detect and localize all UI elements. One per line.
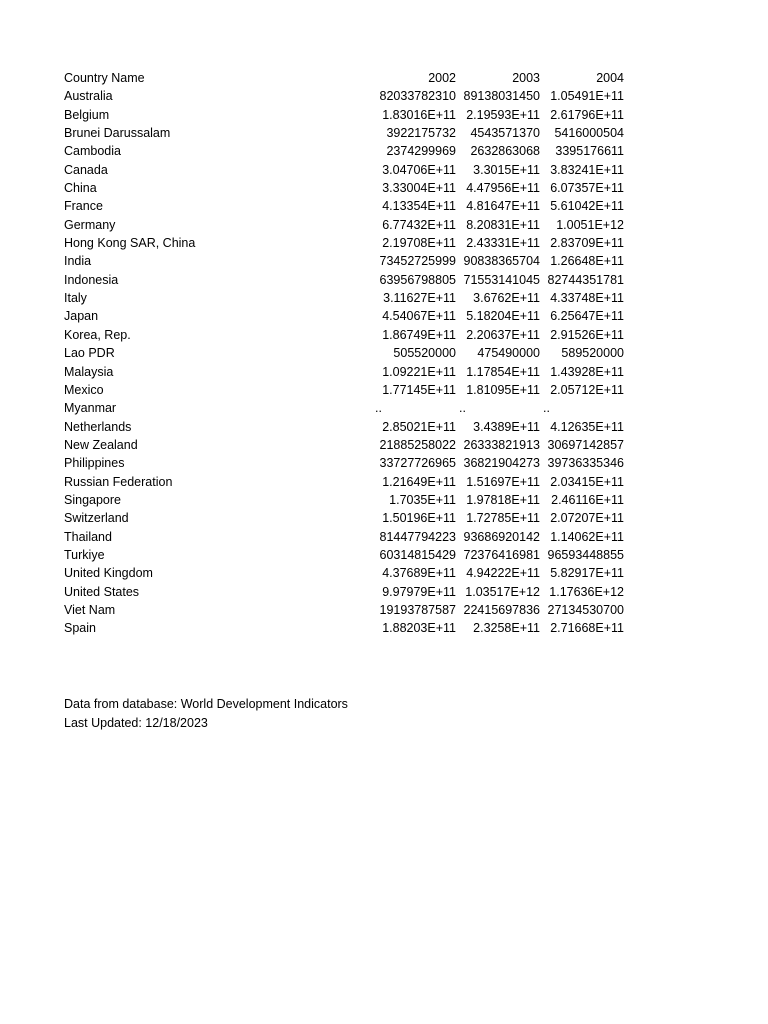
value-cell-2002: .. bbox=[375, 401, 382, 416]
value-cell-2004: 1.05491E+11 bbox=[550, 89, 624, 104]
value-cell-2004: 2.71668E+11 bbox=[550, 621, 624, 636]
country-name-cell: Canada bbox=[64, 162, 108, 177]
value-cell-2004: 6.25647E+11 bbox=[550, 309, 624, 324]
value-cell-2002: 3.04706E+11 bbox=[382, 162, 456, 177]
value-cell-2003: 93686920142 bbox=[463, 529, 540, 544]
value-cell-2003: 5.18204E+11 bbox=[466, 309, 540, 324]
value-cell-2002: 60314815429 bbox=[379, 547, 456, 562]
source-note: Data from database: World Development Indicators bbox=[64, 697, 348, 711]
country-name-cell: Japan bbox=[64, 309, 99, 324]
value-cell-2004: 5.61042E+11 bbox=[550, 199, 624, 214]
value-cell-2003: 3.3015E+11 bbox=[473, 162, 540, 177]
country-name-cell: Hong Kong SAR, China bbox=[64, 236, 196, 251]
table-row bbox=[64, 124, 624, 142]
value-cell-2003: 2.43331E+11 bbox=[466, 236, 540, 251]
table-row bbox=[64, 381, 624, 399]
value-cell-2004: 82744351781 bbox=[547, 272, 624, 287]
value-cell-2002: 4.37689E+11 bbox=[382, 566, 456, 581]
table-row bbox=[64, 234, 624, 252]
value-cell-2002: 1.09221E+11 bbox=[382, 364, 456, 379]
table-row bbox=[64, 106, 624, 124]
value-cell-2002: 1.50196E+11 bbox=[382, 511, 456, 526]
table-row bbox=[64, 289, 624, 307]
country-name-cell: United Kingdom bbox=[64, 566, 153, 581]
value-cell-2003: 90838365704 bbox=[463, 254, 540, 269]
country-name-cell: Brunei Darussalam bbox=[64, 126, 171, 141]
table-row bbox=[64, 344, 624, 362]
value-cell-2004: 1.26648E+11 bbox=[550, 254, 624, 269]
value-cell-2004: 30697142857 bbox=[547, 437, 624, 452]
value-cell-2004: .. bbox=[543, 401, 550, 416]
table-row bbox=[64, 399, 624, 417]
value-cell-2004: 4.12635E+11 bbox=[550, 419, 624, 434]
value-cell-2003: .. bbox=[459, 401, 466, 416]
value-cell-2004: 2.46116E+11 bbox=[551, 492, 624, 507]
table-row bbox=[64, 252, 624, 270]
country-name-cell: Mexico bbox=[64, 382, 104, 397]
header-year-2002: 2002 bbox=[428, 71, 456, 85]
table-row bbox=[64, 161, 624, 179]
country-name-cell: Thailand bbox=[64, 529, 112, 544]
country-name-cell: Malaysia bbox=[64, 364, 114, 379]
country-name-cell: India bbox=[64, 254, 92, 269]
value-cell-2002: 33727726965 bbox=[379, 456, 456, 471]
country-name-cell: Switzerland bbox=[64, 511, 129, 526]
value-cell-2003: 2.19593E+11 bbox=[466, 107, 540, 122]
value-cell-2004: 589520000 bbox=[561, 346, 624, 361]
value-cell-2002: 82033782310 bbox=[379, 89, 456, 104]
value-cell-2004: 2.05712E+11 bbox=[550, 382, 624, 397]
value-cell-2003: 36821904273 bbox=[463, 456, 540, 471]
value-cell-2003: 3.6762E+11 bbox=[473, 291, 540, 306]
country-name-cell: Belgium bbox=[64, 107, 110, 122]
value-cell-2003: 475490000 bbox=[477, 346, 540, 361]
value-cell-2003: 2.20637E+11 bbox=[466, 327, 540, 342]
value-cell-2003: 1.51697E+11 bbox=[466, 474, 540, 489]
value-cell-2004: 1.14062E+11 bbox=[550, 529, 624, 544]
value-cell-2002: 21885258022 bbox=[379, 437, 456, 452]
value-cell-2002: 505520000 bbox=[393, 346, 456, 361]
value-cell-2002: 19193787587 bbox=[379, 602, 456, 617]
country-name-cell: Italy bbox=[64, 291, 87, 306]
value-cell-2003: 1.72785E+11 bbox=[466, 511, 540, 526]
table-row bbox=[64, 142, 624, 160]
table-row bbox=[64, 528, 624, 546]
data-table bbox=[64, 69, 624, 638]
value-cell-2003: 4.94222E+11 bbox=[466, 566, 540, 581]
value-cell-2003: 26333821913 bbox=[463, 437, 540, 452]
country-name-cell: Russian Federation bbox=[64, 474, 173, 489]
table-body bbox=[64, 87, 624, 637]
value-cell-2003: 1.97818E+11 bbox=[466, 492, 540, 507]
value-cell-2004: 3.83241E+11 bbox=[550, 162, 624, 177]
value-cell-2002: 2.85021E+11 bbox=[382, 419, 456, 434]
table-row bbox=[64, 363, 624, 381]
country-name-cell: Singapore bbox=[64, 492, 121, 507]
value-cell-2002: 3922175732 bbox=[386, 126, 456, 141]
value-cell-2003: 1.81095E+11 bbox=[466, 382, 540, 397]
country-name-cell: Viet Nam bbox=[64, 602, 116, 617]
country-name-cell: Indonesia bbox=[64, 272, 119, 287]
value-cell-2004: 27134530700 bbox=[547, 602, 624, 617]
value-cell-2002: 3.33004E+11 bbox=[382, 181, 456, 196]
table-row bbox=[64, 601, 624, 619]
value-cell-2002: 1.88203E+11 bbox=[382, 621, 456, 636]
value-cell-2002: 73452725999 bbox=[379, 254, 456, 269]
table-row bbox=[64, 473, 624, 491]
value-cell-2002: 2374299969 bbox=[386, 144, 456, 159]
country-name-cell: Spain bbox=[64, 621, 96, 636]
table-row bbox=[64, 436, 624, 454]
table-row bbox=[64, 546, 624, 564]
value-cell-2003: 89138031450 bbox=[463, 89, 540, 104]
value-cell-2002: 1.83016E+11 bbox=[382, 107, 456, 122]
value-cell-2004: 2.61796E+11 bbox=[550, 107, 624, 122]
table-row bbox=[64, 619, 624, 637]
value-cell-2004: 5416000504 bbox=[554, 126, 624, 141]
value-cell-2003: 4.47956E+11 bbox=[466, 181, 540, 196]
value-cell-2002: 9.97979E+11 bbox=[382, 584, 456, 599]
value-cell-2004: 3395176611 bbox=[555, 144, 624, 159]
country-name-cell: Netherlands bbox=[64, 419, 132, 434]
country-name-cell: France bbox=[64, 199, 103, 214]
table-row bbox=[64, 271, 624, 289]
value-cell-2002: 4.54067E+11 bbox=[382, 309, 456, 324]
table-row bbox=[64, 491, 624, 509]
table-row bbox=[64, 583, 624, 601]
country-name-cell: Germany bbox=[64, 217, 116, 232]
header-country-name: Country Name bbox=[64, 71, 145, 85]
value-cell-2003: 72376416981 bbox=[463, 547, 540, 562]
value-cell-2003: 1.17854E+11 bbox=[466, 364, 540, 379]
value-cell-2003: 2632863068 bbox=[470, 144, 540, 159]
table-row bbox=[64, 179, 624, 197]
header-row bbox=[64, 69, 624, 87]
value-cell-2002: 1.86749E+11 bbox=[382, 327, 456, 342]
country-name-cell: China bbox=[64, 181, 97, 196]
value-cell-2004: 1.0051E+12 bbox=[556, 217, 624, 232]
value-cell-2002: 6.77432E+11 bbox=[382, 217, 456, 232]
header-year-2003: 2003 bbox=[512, 71, 540, 85]
value-cell-2002: 63956798805 bbox=[379, 272, 456, 287]
value-cell-2004: 5.82917E+11 bbox=[550, 566, 624, 581]
footer-notes bbox=[64, 695, 348, 732]
value-cell-2003: 4543571370 bbox=[470, 126, 540, 141]
value-cell-2002: 81447794223 bbox=[379, 529, 456, 544]
value-cell-2004: 2.07207E+11 bbox=[550, 511, 624, 526]
value-cell-2004: 4.33748E+11 bbox=[550, 291, 624, 306]
last-updated-note: Last Updated: 12/18/2023 bbox=[64, 715, 208, 730]
value-cell-2004: 96593448855 bbox=[547, 547, 624, 562]
value-cell-2004: 2.91526E+11 bbox=[550, 327, 624, 342]
value-cell-2004: 39736335346 bbox=[547, 456, 624, 471]
country-name-cell: Korea, Rep. bbox=[64, 327, 131, 342]
value-cell-2003: 4.81647E+11 bbox=[466, 199, 540, 214]
country-name-cell: Turkiye bbox=[64, 547, 105, 562]
value-cell-2004: 6.07357E+11 bbox=[550, 181, 624, 196]
country-name-cell: Lao PDR bbox=[64, 346, 115, 361]
table-row bbox=[64, 454, 624, 472]
table-row bbox=[64, 87, 624, 105]
table-row bbox=[64, 564, 624, 582]
value-cell-2003: 71553141045 bbox=[463, 272, 540, 287]
country-name-cell: Philippines bbox=[64, 456, 125, 471]
table-row bbox=[64, 197, 624, 215]
table-row bbox=[64, 307, 624, 325]
table-row bbox=[64, 216, 624, 234]
value-cell-2002: 1.77145E+11 bbox=[382, 382, 456, 397]
table-row bbox=[64, 418, 624, 436]
value-cell-2002: 3.11627E+11 bbox=[383, 291, 456, 306]
value-cell-2004: 2.03415E+11 bbox=[550, 474, 624, 489]
value-cell-2002: 1.7035E+11 bbox=[389, 492, 456, 507]
country-name-cell: Myanmar bbox=[64, 401, 117, 416]
country-name-cell: New Zealand bbox=[64, 437, 138, 452]
value-cell-2004: 1.17636E+12 bbox=[549, 584, 624, 599]
table-row bbox=[64, 326, 624, 344]
value-cell-2003: 22415697836 bbox=[463, 602, 540, 617]
value-cell-2002: 4.13354E+11 bbox=[382, 199, 456, 214]
table-row bbox=[64, 509, 624, 527]
country-name-cell: Cambodia bbox=[64, 144, 121, 159]
value-cell-2004: 2.83709E+11 bbox=[550, 236, 624, 251]
value-cell-2003: 8.20831E+11 bbox=[466, 217, 540, 232]
country-name-cell: United States bbox=[64, 584, 140, 599]
value-cell-2003: 3.4389E+11 bbox=[473, 419, 540, 434]
header-year-2004: 2004 bbox=[596, 71, 624, 85]
value-cell-2002: 2.19708E+11 bbox=[382, 236, 456, 251]
country-name-cell: Australia bbox=[64, 89, 113, 104]
value-cell-2003: 2.3258E+11 bbox=[473, 621, 540, 636]
value-cell-2003: 1.03517E+12 bbox=[465, 584, 540, 599]
value-cell-2002: 1.21649E+11 bbox=[382, 474, 456, 489]
value-cell-2004: 1.43928E+11 bbox=[550, 364, 624, 379]
